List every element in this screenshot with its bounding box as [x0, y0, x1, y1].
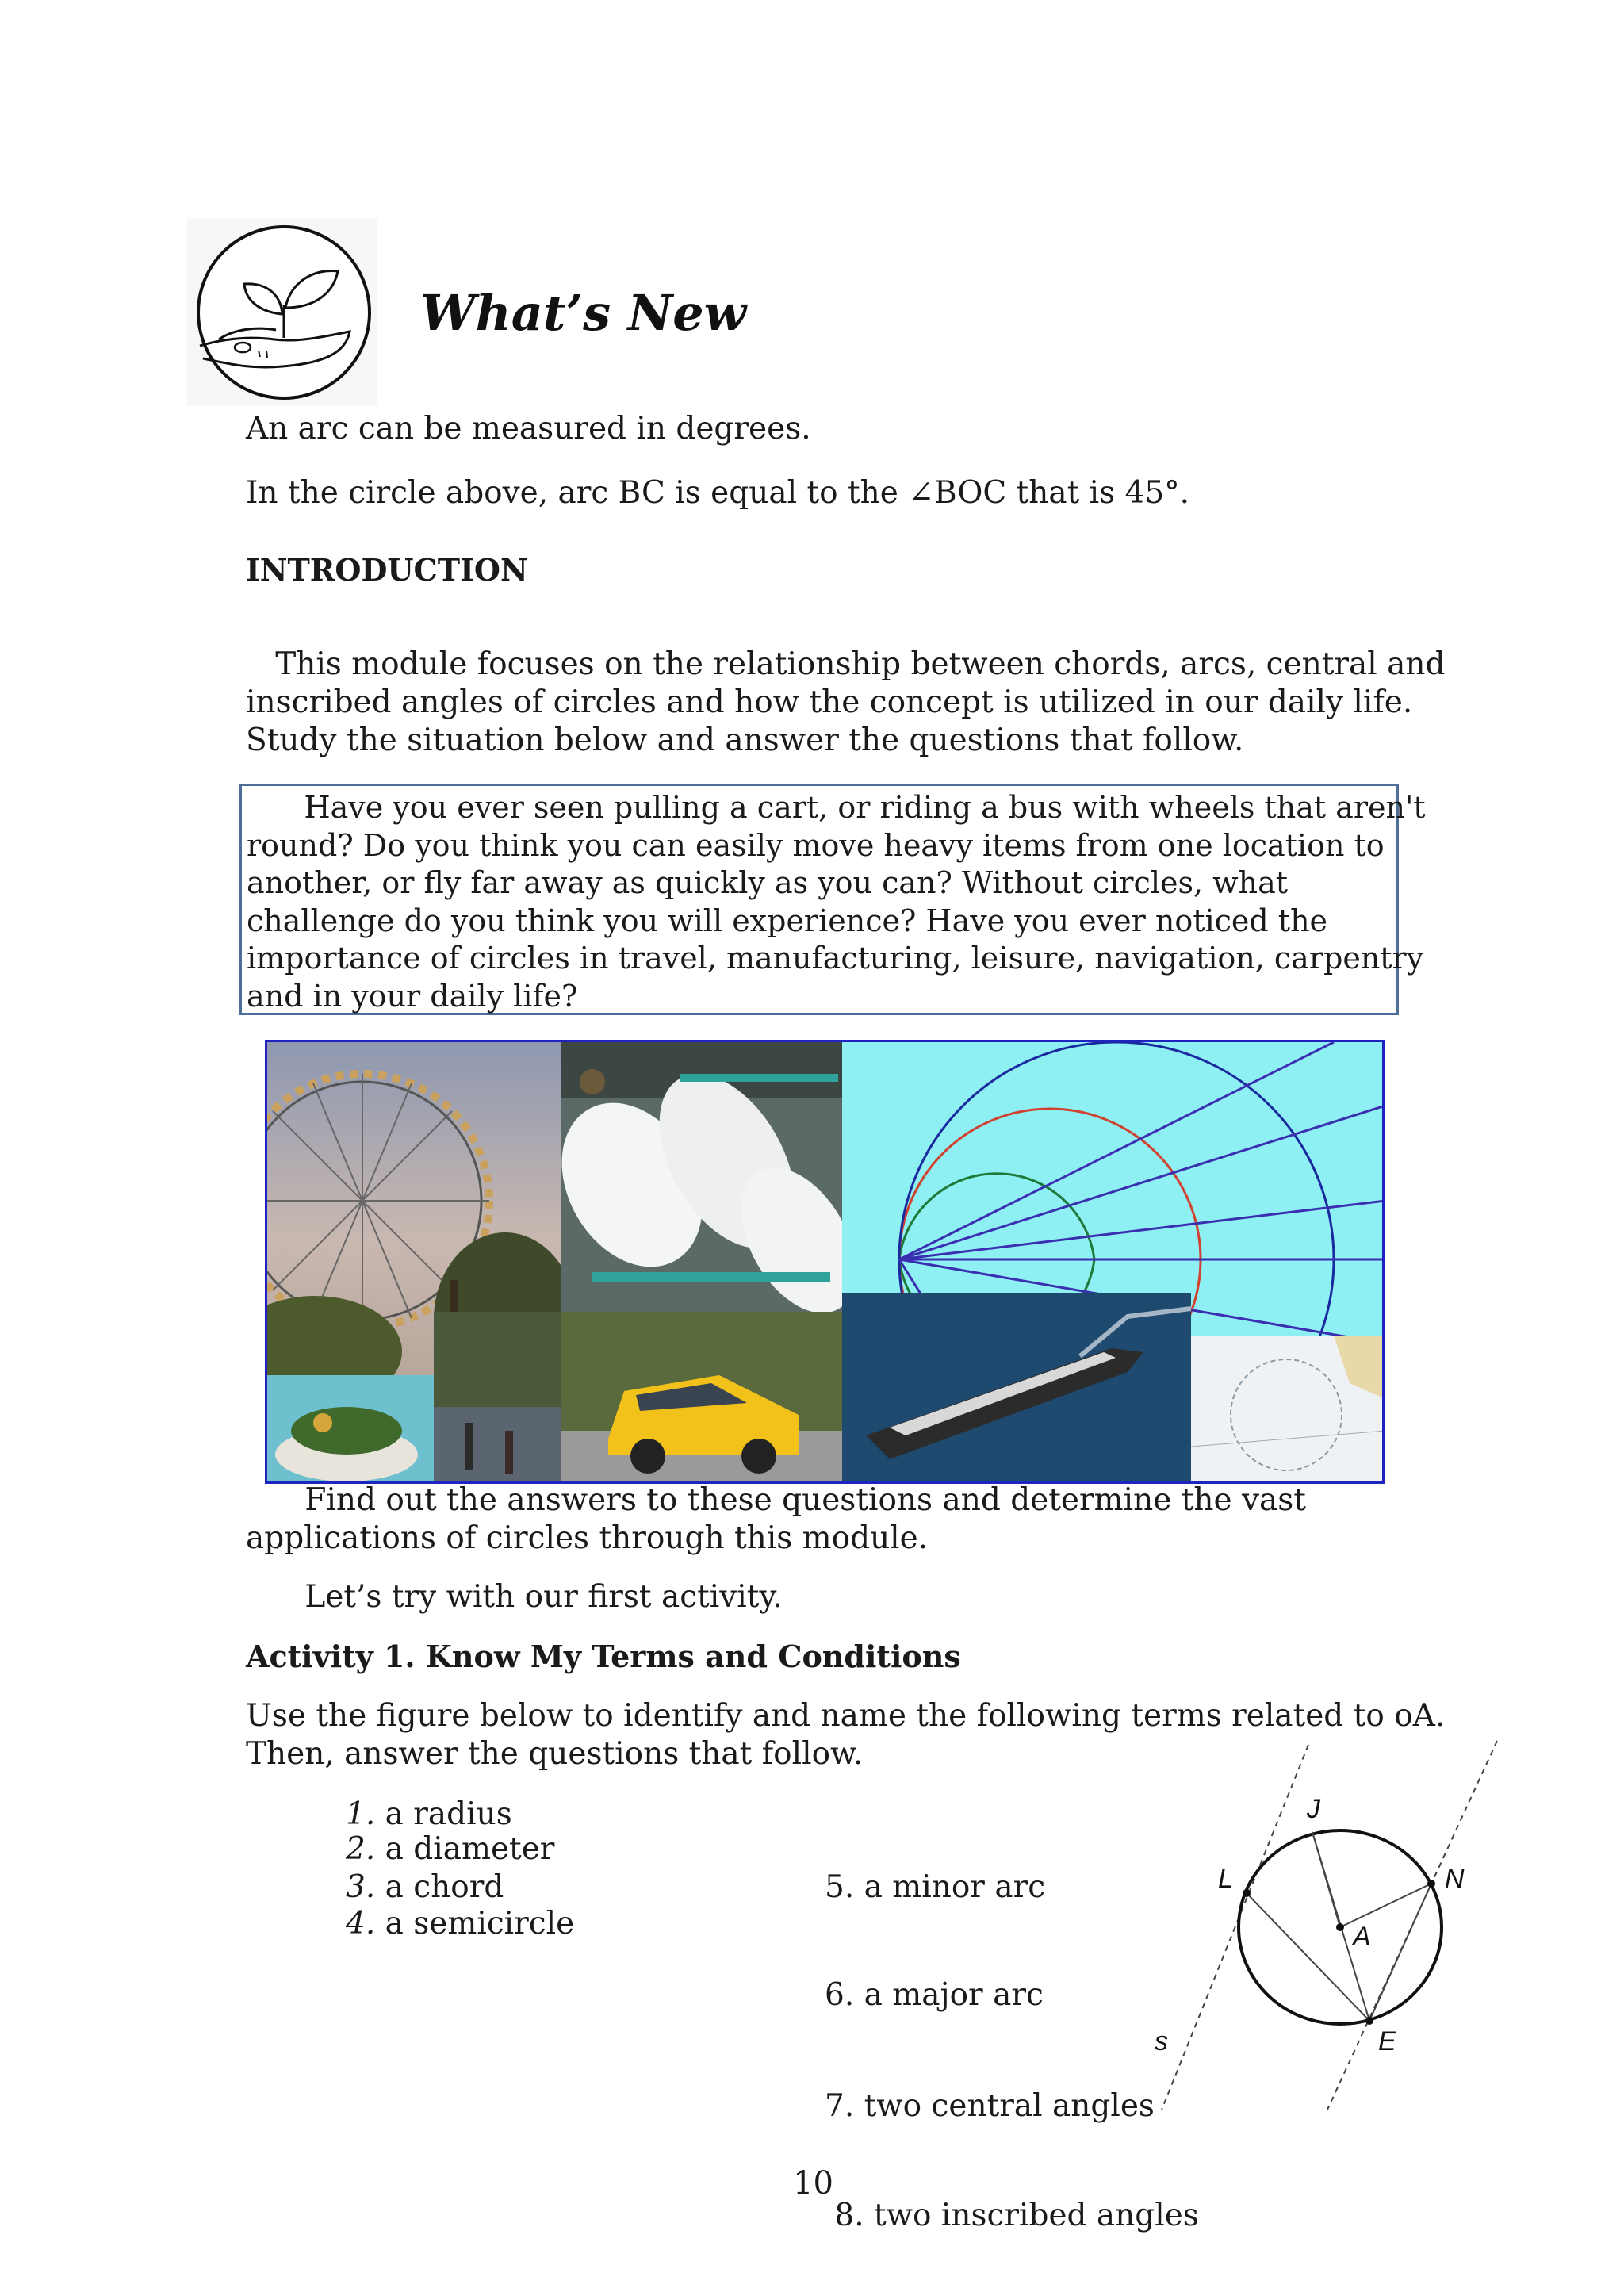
nautical-chart-photo — [1191, 1336, 1385, 1484]
label-N: N — [1445, 1864, 1465, 1894]
list-item-number: 4. — [346, 1906, 376, 1941]
fountain-planter-photo — [267, 1375, 434, 1484]
list-item-text: a radius — [385, 1796, 512, 1832]
list-item — [346, 1796, 574, 1831]
question-box-line: and in your daily life? — [247, 978, 578, 1014]
park-trees-photo — [434, 1312, 561, 1484]
terms-list-left — [346, 1796, 574, 1942]
circles-photo-collage — [265, 1040, 1385, 1484]
list-item-text: a diameter — [385, 1831, 555, 1867]
list-item: 7. two central angles — [825, 2088, 1155, 2124]
page-title: What’s New — [420, 284, 747, 342]
intro-line-2: In the circle above, arc BC is equal to the ∠BOC that is 45°. — [246, 475, 1190, 511]
label-A: A — [1353, 1922, 1371, 1952]
introduction-heading: INTRODUCTION — [246, 552, 528, 588]
question-box — [239, 784, 1426, 1015]
page-number: 10 — [793, 2165, 833, 2202]
label-E: E — [1378, 2026, 1396, 2056]
question-box-line: another, or fly far away as quickly as you can? Without circles, what — [247, 865, 1289, 900]
intro-paragraph-line: This module focuses on the relationship between chords, arcs, central and — [246, 646, 1446, 682]
list-item-number: 3. — [346, 1869, 376, 1905]
activity-instruction-1: Use the figure below to identify and name the following terms related to oA. — [246, 1698, 1446, 1734]
list-item-text: a chord — [385, 1869, 504, 1905]
list-item-text: a semicircle — [385, 1906, 575, 1941]
logo-icon — [187, 219, 377, 406]
cargo-ship-photo — [842, 1293, 1191, 1484]
label-L: L — [1218, 1864, 1233, 1894]
list-item: 8. two inscribed angles — [825, 2198, 1199, 2233]
question-box-line: round? Do you think you can easily move heavy items from one location to — [247, 827, 1385, 863]
paper-rolls-factory-photo — [561, 1042, 842, 1312]
question-box-line: challenge do you think you will experience? Have you ever noticed the — [247, 903, 1328, 938]
list-item-number: 2. — [346, 1831, 376, 1867]
activity-instruction-2: Then, answer the questions that follow. — [246, 1736, 864, 1772]
circle-figure — [1142, 1729, 1522, 2118]
list-item-number: 1. — [346, 1796, 376, 1832]
label-s: s — [1155, 2026, 1168, 2056]
question-box-line: Have you ever seen pulling a cart, or riding a bus with wheels that aren't — [247, 790, 1426, 825]
label-J: J — [1307, 1794, 1320, 1824]
list-item — [346, 1869, 574, 1906]
list-item — [346, 1831, 574, 1869]
intro-paragraph — [246, 646, 1446, 760]
after-collage-line-2: applications of circles through this module. — [246, 1520, 929, 1556]
question-box-line: importance of circles in travel, manufacturing, leisure, navigation, carpentry — [247, 941, 1424, 976]
lets-try-line: Let’s try with our first activity. — [246, 1579, 783, 1615]
list-item: 6. a major arc — [825, 1977, 1044, 2013]
yellow-car-photo — [561, 1312, 842, 1484]
list-item: 5. a minor arc — [825, 1869, 1046, 1905]
list-item — [346, 1906, 574, 1942]
intro-line-1: An arc can be measured in degrees. — [246, 411, 811, 447]
intro-paragraph-line: inscribed angles of circles and how the concept is utilized in our daily life. — [246, 684, 1413, 720]
intro-paragraph-line: Study the situation below and answer the questions that follow. — [246, 723, 1244, 758]
activity-heading: Activity 1. Know My Terms and Conditions — [246, 1639, 961, 1674]
after-collage-line-1: Find out the answers to these questions and determine the vast — [246, 1482, 1306, 1518]
